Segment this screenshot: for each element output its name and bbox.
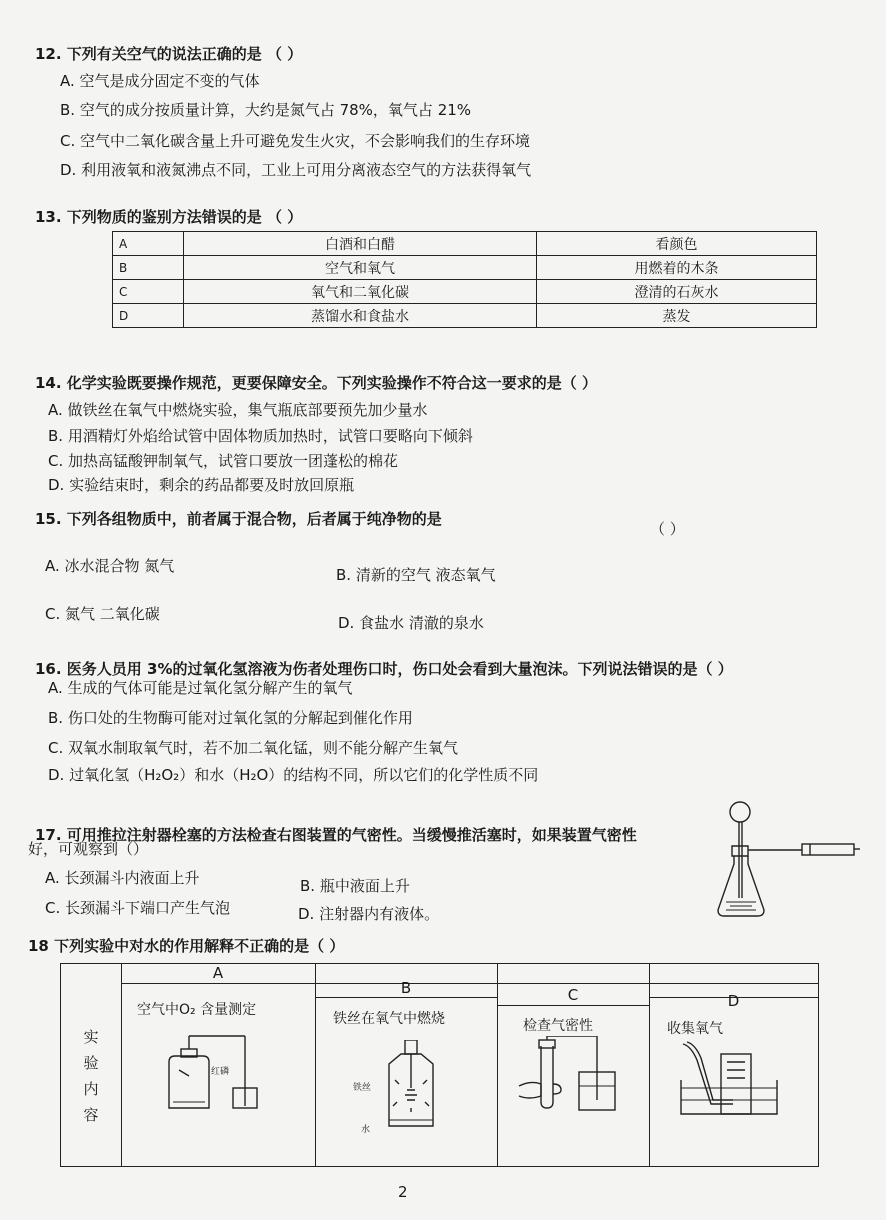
row-method: 用燃着的木条 [537,256,817,280]
table-row [113,280,817,304]
row-substances: 空气和氧气 [184,256,537,280]
q15-option-a: A. 冰水混合物 氮气 [45,557,175,575]
row-substances: 白酒和白醋 [184,232,537,256]
table-row [113,256,817,280]
q18-row-label: 实 验 内 容 [83,1028,99,1124]
q14-option-c: C. 加热高锰酸钾制氧气，试管口要放一团蓬松的棉花 [48,452,399,470]
q16-option-b: B. 伤口处的生物酶可能对过氧化氢的分解起到催化作用 [48,709,413,727]
q17-stem-line1: 17. 可用推拉注射器栓塞的方法检查右图装置的气密性。当缓慢推活塞时，如果装置气密性 [35,826,637,844]
q15-stem: 15. 下列各组物质中，前者属于混合物，后者属于纯净物的是 [35,510,442,528]
q12-stem: 12. 下列有关空气的说法正确的是 （ ） [35,45,303,63]
table-row [113,232,817,256]
q18-col-b-title: 铁丝在氧气中燃烧 [333,1011,445,1027]
q12-option-d: D. 利用液氧和液氮沸点不同，工业上可用分离液态空气的方法获得氧气 [60,161,532,179]
q16-stem: 16. 医务人员用 3%的过氧化氢溶液为伤者处理伤口时，伤口处会看到大量泡沫。下列说法错误的是（ ） [35,660,733,678]
q18-col-d-title: 收集氧气 [667,1021,723,1037]
q13-table [112,231,817,328]
q12-option-c: C. 空气中二氧化碳含量上升可避免发生火灾，不会影响我们的生存环境 [60,132,531,150]
row-substances: 蒸馏水和食盐水 [184,304,537,328]
q14-option-d: D. 实验结束时，剩余的药品都要及时放回原瓶 [48,476,355,494]
row-method: 澄清的石灰水 [537,280,817,304]
q13-stem: 13. 下列物质的鉴别方法错误的是 （ ） [35,208,303,226]
row-method: 看颜色 [537,232,817,256]
q18-col-d-key: D [727,992,740,1010]
svg-text:铁丝: 铁丝 [353,1083,372,1093]
q18-stem: 18 下列实验中对水的作用解释不正确的是（ ） [28,937,345,955]
row-key: A [113,232,184,256]
q17-stem-line2: 好，可观察到（） [28,840,149,858]
q16-option-d: D. 过氧化氢（H₂O₂）和水（H₂O）的结构不同，所以它们的化学性质不同 [48,766,539,784]
table-row [113,304,817,328]
q18-col-a-key: A [212,964,224,982]
q17-option-d: D. 注射器内有液体。 [298,905,440,923]
q16-option-a: A. 生成的气体可能是过氧化氢分解产生的氧气 [48,679,353,697]
svg-text:水: 水 [361,1125,371,1135]
q15-option-c: C. 氮气 二氧化碳 [45,605,160,623]
q17-option-c: C. 长颈漏斗下端口产生气泡 [45,899,231,917]
q14-option-a: A. 做铁丝在氧气中燃烧实验，集气瓶底部要预先加少量水 [48,401,428,419]
row-method: 蒸发 [537,304,817,328]
q18-apparatus-b [351,1040,471,1135]
row-key: D [113,304,184,328]
q18-col-c-title: 检查气密性 [523,1018,593,1034]
q18-table [60,963,819,1167]
page-number: 2 [398,1183,408,1201]
row-key: B [113,256,184,280]
q18-apparatus-d [677,1040,797,1120]
row-substances: 氧气和二氧化碳 [184,280,537,304]
q14-stem: 14. 化学实验既要操作规范，更要保障安全。下列实验操作不符合这一要求的是（ ） [35,374,598,392]
q17-option-a: A. 长颈漏斗内液面上升 [45,869,200,887]
q18-col-b-key: B [400,979,412,997]
q18-col-a-title: 空气中O₂ 含量测定 [137,1002,257,1018]
q12-option-a: A. 空气是成分固定不变的气体 [60,72,260,90]
q18-apparatus-a [159,1032,279,1117]
q18-apparatus-c [517,1036,637,1121]
q15-option-b: B. 清新的空气 液态氧气 [336,566,496,584]
q12-option-b: B. 空气的成分按质量计算，大约是氮气占 78%，氧气占 21% [60,101,472,119]
row-key: C [113,280,184,304]
q15-paren: （ ） [650,520,685,538]
q17-option-b: B. 瓶中液面上升 [300,877,410,895]
q17-apparatus-diagram [712,798,862,923]
svg-text:红磷: 红磷 [211,1067,230,1077]
q14-option-b: B. 用酒精灯外焰给试管中固体物质加热时，试管口要略向下倾斜 [48,427,473,445]
q15-option-d: D. 食盐水 清澈的泉水 [338,614,484,632]
q18-col-c-key: C [567,986,579,1004]
q16-option-c: C. 双氧水制取氧气时，若不加二氧化锰，则不能分解产生氧气 [48,739,459,757]
